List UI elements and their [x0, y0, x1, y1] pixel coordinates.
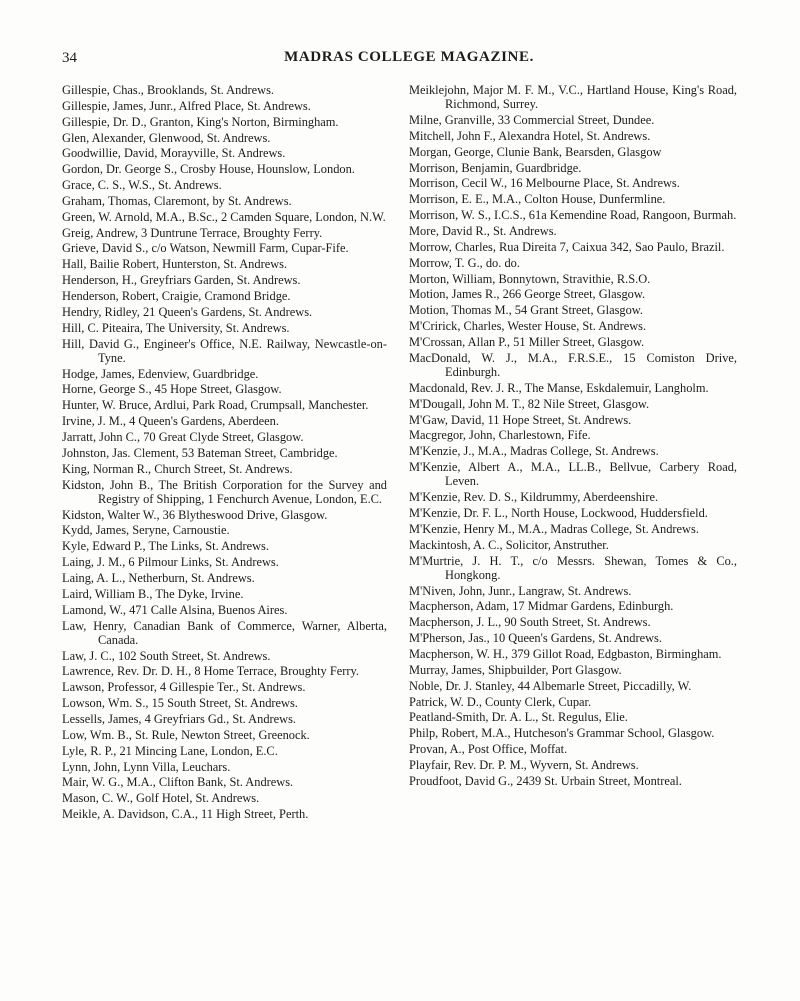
directory-entry: Kydd, James, Seryne, Carnoustie.	[62, 523, 230, 538]
directory-entry: Lynn, John, Lynn Villa, Leuchars.	[62, 759, 231, 774]
directory-entry: Morgan, George, Clunie Bank, Bearsden, Glasgow	[409, 144, 662, 159]
directory-entry: M'Niven, John, Junr., Langraw, St. Andrews.	[409, 583, 632, 598]
directory-entry: Meikle, A. Davidson, C.A., 11 High Street, Perth.	[62, 807, 309, 822]
directory-entry: Motion, Thomas M., 54 Grant Street, Glasgow.	[409, 303, 644, 318]
directory-entry: Laing, A. L., Netherburn, St. Andrews.	[62, 570, 255, 585]
directory-entry: Playfair, Rev. Dr. P. M., Wyvern, St. Andrews.	[409, 757, 639, 772]
directory-entry: Peatland-Smith, Dr. A. L., St. Regulus, Elie.	[409, 710, 628, 725]
directory-entry: Macpherson, J. L., 90 South Street, St. Andrews.	[409, 615, 651, 630]
directory-entry: Kidston, John B., The British Corporation for the Survey and Registry of Shipping, 1 Fenchurch Avenue, London, E.C.	[62, 477, 387, 506]
directory-entry: M'Crossan, Allan P., 51 Miller Street, Glasgow.	[409, 334, 645, 349]
directory-entry: Macdonald, Rev. J. R., The Manse, Eskdalemuir, Langholm.	[409, 380, 709, 395]
directory-entry: Morrison, Cecil W., 16 Melbourne Place, St. Andrews.	[409, 176, 680, 191]
directory-entry: Laing, J. M., 6 Pilmour Links, St. Andrews.	[62, 555, 279, 570]
directory-entry: Horne, George S., 45 Hope Street, Glasgow.	[62, 382, 282, 397]
directory-entry: Hodge, James, Edenview, Guardbridge.	[62, 366, 259, 381]
directory-entry: King, Norman R., Church Street, St. Andrews.	[62, 461, 293, 476]
directory-entry: Low, Wm. B., St. Rule, Newton Street, Greenock.	[62, 727, 310, 742]
directory-entry: Kidston, Walter W., 36 Blytheswood Drive, Glasgow.	[62, 507, 328, 522]
directory-entry: Gillespie, Chas., Brooklands, St. Andrews.	[62, 83, 275, 97]
directory-entry: Lessells, James, 4 Greyfriars Gd., St. Andrews.	[62, 711, 297, 726]
directory-entry: Macgregor, John, Charlestown, Fife.	[409, 428, 591, 443]
directory-column-right	[409, 83, 737, 790]
directory-entry: Lawson, Professor, 4 Gillespie Ter., St. Andrews.	[62, 680, 306, 695]
directory-entry: Morrow, T. G., do. do.	[409, 255, 520, 270]
directory-entry: Kyle, Edward P., The Links, St. Andrews.	[62, 539, 269, 554]
directory-entry: Mair, W. G., M.A., Clifton Bank, St. Andrews.	[62, 775, 294, 790]
directory-entry: Gillespie, Dr. D., Granton, King's Norton, Birmingham.	[62, 114, 339, 129]
directory-entry: Law, J. C., 102 South Street, St. Andrews.	[62, 648, 271, 663]
directory-entry: Noble, Dr. J. Stanley, 44 Albemarle Street, Piccadilly, W.	[409, 678, 692, 693]
directory-column-left	[62, 83, 387, 823]
directory-entry: Irvine, J. M., 4 Queen's Gardens, Aberdeen.	[62, 414, 279, 429]
directory-entry: M'Pherson, Jas., 10 Queen's Gardens, St. Andrews.	[409, 631, 662, 646]
directory-entry: Morrow, Charles, Rua Direita 7, Caixua 342, Sao Paulo, Brazil.	[409, 239, 725, 254]
directory-entry: Lowson, Wm. S., 15 South Street, St. Andrews.	[62, 696, 298, 711]
directory-entry: Glen, Alexander, Glenwood, St. Andrews.	[62, 130, 271, 145]
directory-entry: Proudfoot, David G., 2439 St. Urbain Street, Montreal.	[409, 773, 682, 788]
directory-entry: Hall, Bailie Robert, Hunterston, St. Andrews.	[62, 257, 288, 272]
directory-entry: Mackintosh, A. C., Solicitor, Anstruther.	[409, 537, 609, 552]
directory-entry: Meiklejohn, Major M. F. M., V.C., Hartland House, King's Road, Richmond, Surrey.	[409, 83, 737, 112]
directory-entry: Lawrence, Rev. Dr. D. H., 8 Home Terrace, Broughty Ferry.	[62, 664, 359, 679]
directory-entry: M'Kenzie, Henry M., M.A., Madras College, St. Andrews.	[409, 521, 699, 536]
directory-entry: Gordon, Dr. George S., Crosby House, Hounslow, London.	[62, 162, 355, 177]
directory-entry: Jarratt, John C., 70 Great Clyde Street, Glasgow.	[62, 429, 304, 444]
directory-entry: Morton, William, Bonnytown, Stravithie, R.S.O.	[409, 271, 651, 286]
directory-entry: Motion, James R., 266 George Street, Glasgow.	[409, 287, 646, 302]
directory-entry: Macpherson, Adam, 17 Midmar Gardens, Edinburgh.	[409, 599, 674, 614]
directory-entry: M'Kenzie, Rev. D. S., Kildrummy, Aberdeenshire.	[409, 490, 659, 505]
page-number: 34	[62, 50, 77, 66]
directory-entry: Morrison, W. S., I.C.S., 61a Kemendine Road, Rangoon, Burmah.	[409, 208, 737, 223]
directory-entry: Green, W. Arnold, M.A., B.Sc., 2 Camden Square, London, N.W.	[62, 209, 386, 224]
directory-entry: Morrison, Benjamin, Guardbridge.	[409, 160, 582, 175]
directory-entry: Hill, C. Piteaira, The University, St. Andrews.	[62, 320, 290, 335]
directory-entry: M'Kenzie, Dr. F. L., North House, Lockwood, Huddersfield.	[409, 506, 708, 520]
directory-entry: MacDonald, W. J., M.A., F.R.S.E., 15 Comiston Drive, Edinburgh.	[409, 350, 737, 379]
directory-entry: Morrison, E. E., M.A., Colton House, Dunfermline.	[409, 192, 666, 207]
directory-entry: Grieve, David S., c/o Watson, Newmill Farm, Cupar-Fife.	[62, 241, 349, 256]
directory-entry: Johnston, Jas. Clement, 53 Bateman Street, Cambridge.	[62, 445, 338, 460]
directory-entry: Hendry, Ridley, 21 Queen's Gardens, St. Andrews.	[62, 304, 313, 319]
running-head-title: MADRAS COLLEGE MAGAZINE.	[284, 49, 534, 65]
directory-entry: M'Cririck, Charles, Wester House, St. Andrews.	[409, 319, 647, 334]
directory-entry: Lyle, R. P., 21 Mincing Lane, London, E.C.	[62, 743, 278, 758]
directory-entry: Gillespie, James, Junr., Alfred Place, St. Andrews.	[62, 98, 311, 113]
directory-entry: Provan, A., Post Office, Moffat.	[409, 742, 568, 757]
directory-entry: Macpherson, W. H., 379 Gillot Road, Edgbaston, Birmingham.	[409, 647, 722, 661]
directory-entry: Law, Henry, Canadian Bank of Commerce, Warner, Alberta, Canada.	[62, 618, 387, 647]
directory-entry: M'Murtrie, J. H. T., c/o Messrs. Shewan, Tomes & Co., Hongkong.	[409, 553, 737, 582]
directory-entry: M'Dougall, John M. T., 82 Nile Street, Glasgow.	[409, 396, 650, 411]
directory-entry: Henderson, H., Greyfriars Garden, St. Andrews.	[62, 273, 301, 288]
directory-entry: Henderson, Robert, Craigie, Cramond Bridge.	[62, 288, 291, 303]
directory-entry: Laird, William B., The Dyke, Irvine.	[62, 586, 244, 601]
directory-entry: Grace, C. S., W.S., St. Andrews.	[62, 178, 222, 193]
directory-entry: Hill, David G., Engineer's Office, N.E. Railway, Newcastle-on-Tyne.	[62, 336, 387, 365]
directory-entry: Goodwillie, David, Morayville, St. Andrews.	[62, 146, 286, 161]
directory-entry: Mason, C. W., Golf Hotel, St. Andrews.	[62, 791, 260, 806]
directory-entry: M'Kenzie, Albert A., M.A., LL.B., Bellvue, Carbery Road, Leven.	[409, 460, 737, 489]
directory-entry: M'Kenzie, J., M.A., Madras College, St. Andrews.	[409, 444, 659, 459]
directory-entry: M'Gaw, David, 11 Hope Street, St. Andrews.	[409, 412, 632, 427]
directory-entry: Murray, James, Shipbuilder, Port Glasgow.	[409, 662, 622, 677]
directory-entry: Milne, Granville, 33 Commercial Street, Dundee.	[409, 113, 655, 128]
directory-entry: Lamond, W., 471 Calle Alsina, Buenos Aires.	[62, 602, 288, 617]
directory-entry: Greig, Andrew, 3 Duntrune Terrace, Broughty Ferry.	[62, 225, 323, 240]
directory-entry: Patrick, W. D., County Clerk, Cupar.	[409, 694, 592, 709]
directory-entry: More, David R., St. Andrews.	[409, 224, 557, 238]
directory-entry: Mitchell, John F., Alexandra Hotel, St. Andrews.	[409, 128, 651, 143]
directory-entry: Philp, Robert, M.A., Hutcheson's Grammar School, Glasgow.	[409, 726, 715, 741]
directory-entry: Graham, Thomas, Claremont, by St. Andrews.	[62, 193, 292, 208]
directory-entry: Hunter, W. Bruce, Ardlui, Park Road, Crumpsall, Manchester.	[62, 398, 369, 413]
